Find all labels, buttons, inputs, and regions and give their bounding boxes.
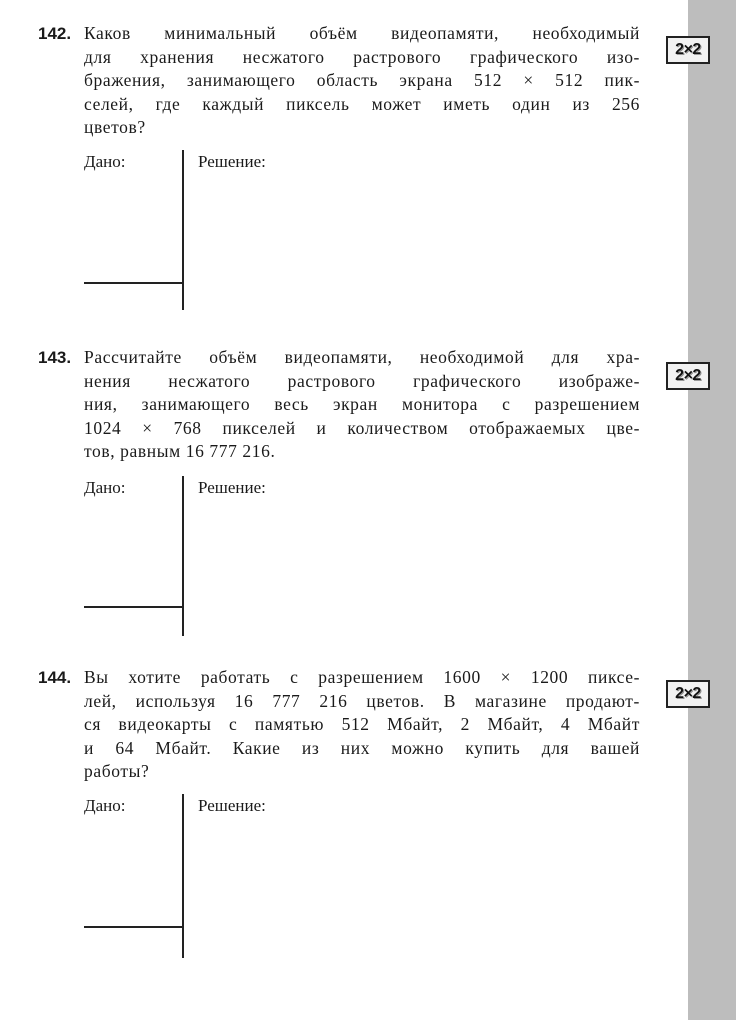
problem-text-line: ния, занимающего весь экран монитора с разрешением xyxy=(84,394,640,414)
page-margin-strip xyxy=(688,0,736,1020)
difficulty-badge-icon: 2×2 xyxy=(666,362,710,390)
solution-label: Решение: xyxy=(198,478,266,497)
problem-text-line: селей, где каждый пиксель может иметь один из 256 xyxy=(84,93,640,114)
difficulty-badge-icon: 2×2 xyxy=(666,680,710,708)
solution-label: Решение: xyxy=(198,152,266,171)
given-label: Дано: xyxy=(84,796,126,815)
problem-text-line: для хранения несжатого растрового графического изо- xyxy=(84,46,640,67)
problem-text-line: Рассчитайте объём видеопамяти, необходимой для хра- xyxy=(84,347,640,367)
given-underline xyxy=(84,606,184,608)
problem-number: 143. xyxy=(38,348,72,367)
solution-label: Решение: xyxy=(198,796,266,815)
problem-text-line: и 64 Мбайт. Какие из них можно купить для вашей xyxy=(84,737,640,758)
given-label: Дано: xyxy=(84,152,126,171)
problem-text-line: ся видеокарты с памятью 512 Мбайт, 2 Мбайт, 4 Мбайт xyxy=(84,714,640,734)
problem-text-line: 1024 × 768 пикселей и количеством отображаемых цве- xyxy=(84,417,640,438)
problem-text-line: Вы хотите работать с разрешением 1600 × 1200 пиксе- xyxy=(84,667,640,687)
problem-text-line: тов, равным 16 777 216. xyxy=(84,441,276,461)
problem-text xyxy=(84,666,640,784)
problem-text xyxy=(84,22,640,140)
problem-number: 144. xyxy=(38,668,72,687)
solution-divider xyxy=(182,794,184,958)
given-underline xyxy=(84,282,184,284)
solution-divider xyxy=(182,150,184,310)
problem-text-line: лей, используя 16 777 216 цветов. В магазине продают- xyxy=(84,690,640,711)
difficulty-badge-icon: 2×2 xyxy=(666,36,710,64)
given-underline xyxy=(84,926,184,928)
problem-text-line: работы? xyxy=(84,761,150,781)
problem-text-line: цветов? xyxy=(84,117,146,137)
problem-text xyxy=(84,346,640,464)
problem-text-line: бражения, занимающего область экрана 512 × 512 пик- xyxy=(84,70,640,90)
given-label: Дано: xyxy=(84,478,126,497)
problem-text-line: нения несжатого растрового графического изображе- xyxy=(84,370,640,391)
problem-number: 142. xyxy=(38,24,72,43)
solution-divider xyxy=(182,476,184,636)
problem-text-line: Каков минимальный объём видеопамяти, необходимый xyxy=(84,23,640,43)
